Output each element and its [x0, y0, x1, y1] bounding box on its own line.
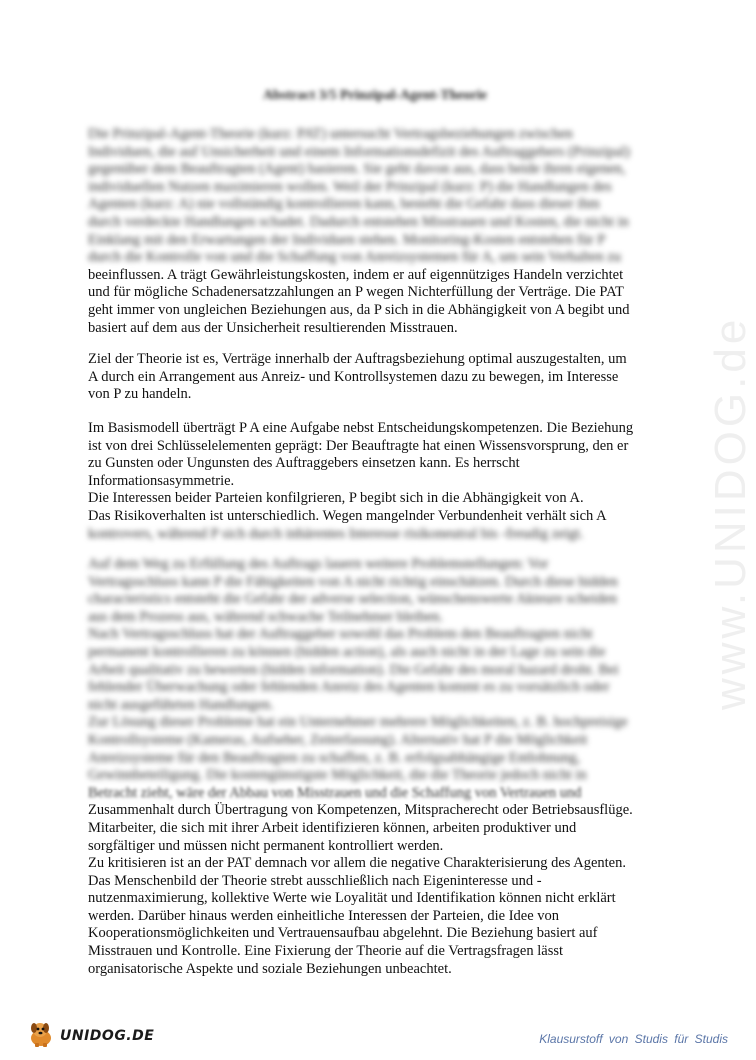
text-line: Die Interessen beider Parteien konfilgrieren, P begibt sich in die Abhängigkeit von A. [88, 490, 584, 507]
text-line: beeinflussen. A trägt Gewährleistungskosten, indem er auf eigennütziges Handeln verzichtet [88, 266, 624, 283]
text-line: Informationsasymmetrie. [88, 472, 235, 489]
paragraph-problems [88, 556, 668, 978]
text-line: ist von drei Schlüsselelementen geprägt: Der Beauftragte hat einen Wissensvorsprung, den er [88, 437, 629, 454]
text-line: Betracht zieht, wäre der Abbau von Misstrauen und die Schaffung von Vertrauen und [88, 784, 582, 801]
text-line: fehlender Überwachung oder fehlenden Anreiz des Agenten kommt es zu vorsätzlich oder [88, 679, 610, 696]
text-line: Kontrollsysteme (Kameras, Aufseher, Zeiterfassung). Alternativ hat P die Möglichkeit [88, 731, 588, 748]
dog-icon [26, 1019, 56, 1054]
text-line: kontrovers, während P sich durch inhärentes Interesse risikoneutral bis -freudig zeigt. [88, 525, 584, 542]
text-line: geht immer von ungleichen Beziehungen aus, da P sich in die Abhängigkeit von A begibt und [88, 301, 630, 318]
text-line: gegenüber dem Beauftragten (Agent) basieren. Sie geht davon aus, dass beide ihren eigenen, [88, 161, 626, 178]
text-line: Misstrauen und Kontrolle. Eine Fixierung der Theorie auf die Vertragsfragen lässt [88, 943, 564, 960]
text-line: Individuen, die auf Unsicherheit und einem Informationsdefizit des Auftraggebers (Prinzipal) [88, 143, 630, 160]
text-line: Auf dem Weg zu Erfüllung des Auftrags lauern weitere Problemstellungen: Vor [88, 556, 549, 572]
logo-text: UNIDOG.DE [60, 1028, 155, 1044]
text-line: individuellen Nutzen maximieren wollen. Weil der Prinzipal (kurz: P) die Handlungen des [88, 178, 612, 195]
text-line: und für mögliche Schadenersatzzahlungen an P wegen Nichterfüllung der Verträge. Die PAT [88, 284, 624, 301]
text-line: A durch ein Arrangement aus Anreiz- und Kontrollsystemen dazu zu bewegen, im Interesse [88, 368, 619, 385]
text-line: Zusammenhalt durch Übertragung von Kompetenzen, Mitspracherecht oder Betriebsausflüge. [88, 802, 633, 819]
text-line: von P zu handeln. [88, 386, 192, 403]
text-line: Einklang mit den Erwartungen der Individuen stehen. Monitoring-Kosten entstehen für P [88, 231, 606, 248]
text-line: organisatorische Aspekte und soziale Beziehungen unbeachtet. [88, 960, 452, 977]
watermark: www.UNIDOG.de [706, 315, 755, 710]
text-line: sorgfältiger und müssen nicht permanent kontrolliert werden. [88, 837, 444, 854]
text-line: Zu kritisieren ist an der PAT demnach vor allem die negative Charakterisierung des Agenten. [88, 855, 626, 872]
paragraph-intro [88, 126, 668, 337]
text-line: Kooperationsmöglichkeiten und Vertrauensaufbau abgelehnt. Die Beziehung basiert auf [88, 925, 598, 942]
text-line: Zur Lösung dieser Probleme hat ein Unternehmer mehrere Möglichkeiten, z. B. hochpreisige [88, 714, 628, 731]
unidog-logo[interactable] [26, 1018, 154, 1054]
text-line: Gewinnbeteiligung. Die kostengünstigste Möglichkeit, die die Theorie jedoch nicht in [88, 767, 587, 784]
text-line: Das Menschenbild der Theorie strebt ausschließlich nach Eigeninteresse und - [88, 872, 542, 889]
text-line: werden. Darüber hinaus werden einheitliche Interessen der Parteien, die Idee von [88, 907, 560, 924]
text-line: Im Basismodell überträgt P A eine Aufgabe nebst Entscheidungskompetenzen. Die Beziehung [88, 420, 634, 436]
text-line: Das Risikoverhalten ist unterschiedlich. Wegen mangelnder Verbundenheit verhält sich A [88, 507, 607, 524]
text-line: durch die Kontrolle von und die Schaffung von Anreizsystemen für A, um sein Verhalten zu [88, 249, 622, 266]
text-line: nutzenmaximierung, kollektive Werte wie Loyalität und Identifikation können nicht erklärt [88, 890, 616, 907]
text-line: characteristics entsteht die Gefahr der adverse selection, wünschenswerte Akteure scheiden [88, 591, 618, 608]
page-title: Abstract 3/5 Prinzipal-Agent-Theorie [263, 88, 487, 103]
text-line: Die Prinzipal-Agent-Theorie (kurz: PAT) untersucht Vertragsbeziehungen zwischen [88, 126, 573, 142]
text-line: zu Gunsten oder Ungunsten des Auftraggebers einsetzen kann. Es herrscht [88, 455, 520, 472]
text-line: Nach Vertragsschluss hat der Auftraggeber sowohl das Problem den Beauftragten nicht [88, 626, 593, 643]
text-line: Ziel der Theorie ist es, Verträge innerhalb der Auftragsbeziehung optimal auszugestalten, um [88, 351, 627, 367]
text-line: Anreizsysteme für den Beauftragten zu schaffen, z. B. erfolgsabhängige Entlohnung, [88, 749, 581, 766]
paragraph-goal [88, 351, 668, 404]
text-line: Vertragsschluss kann P die Fähigkeiten von A nicht richtig einschätzen. Durch diese hidden [88, 573, 618, 590]
text-line: Agenten (kurz: A) nie vollständig kontrollieren kann, besteht die Gefahr dass dieser ihm [88, 196, 600, 213]
text-line: Arbeit qualitativ zu bewerten (hidden information). Die Gefahr des moral hazard droht. Bei [88, 661, 619, 678]
text-line: permanent kontrollieren zu können (hidden action), als auch nicht in der Lage zu sein die [88, 643, 606, 660]
text-line: basiert auf dem aus der Unsicherheit resultierenden Misstrauen. [88, 319, 458, 336]
text-line: nicht ausgeführten Handlungen. [88, 696, 274, 713]
paragraph-basic-model [88, 420, 668, 543]
text-line: durch verdeckte Handlungen schadet. Dadurch entstehen Misstrauen und Kosten, die nicht in [88, 213, 629, 230]
footer-tagline: Klausurstoff von Studis für Studis [539, 1032, 728, 1046]
text-line: Mitarbeiter, die sich mit ihrer Arbeit identifizieren können, arbeiten produktiver und [88, 819, 577, 836]
text-line: aus dem Prozess aus, während schwache Teilnehmer bleiben. [88, 608, 444, 625]
